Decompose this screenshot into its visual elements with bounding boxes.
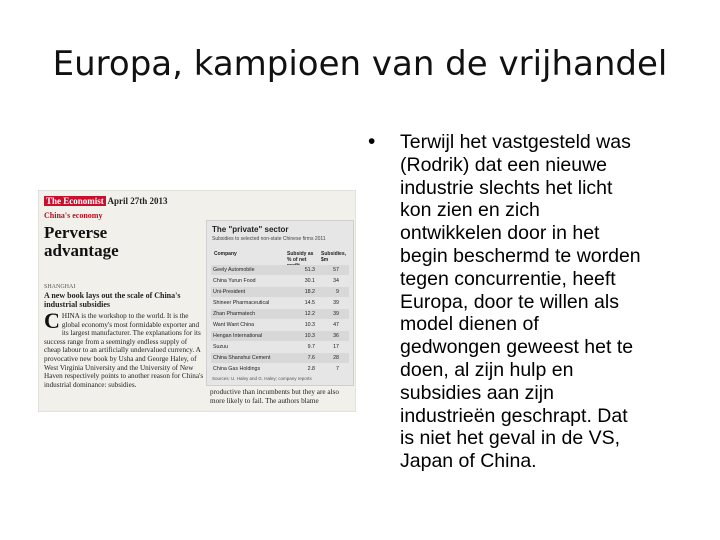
table-row: [211, 353, 349, 363]
bullet-line: kon zien en zich: [400, 199, 540, 222]
bullet-point: •: [368, 130, 376, 153]
newspaper-clipping-image: [38, 190, 356, 412]
table-cell-company: Suzuu: [213, 344, 229, 350]
table-cell-subsidies-usd: 28: [333, 355, 339, 361]
table-row: [211, 342, 349, 352]
table-cell-subsidies-usd: 7: [336, 366, 339, 372]
table-cell-subsidy-pct: 12.2: [304, 311, 315, 317]
bullet-line: gedwongen geweest het te: [400, 336, 634, 359]
table-cell-subsidies-usd: 47: [333, 322, 339, 328]
bullet-line: is niet het geval in de VS,: [400, 427, 621, 450]
table-cell-company: Geely Automobile: [213, 267, 255, 273]
table-cell-subsidy-pct: 2.8: [307, 366, 315, 372]
headline-line-1: Perverse: [44, 223, 108, 242]
clipping-byline: SHANGHAI: [44, 284, 76, 290]
table-cell-subsidies-usd: 9: [336, 289, 339, 295]
dropcap: C: [44, 308, 60, 333]
bullet-line: industrieën geschrapt. Dat: [400, 404, 628, 427]
table-row: [211, 309, 349, 319]
clipping-section: China's economy: [44, 211, 103, 220]
bullet-line: Japan of China.: [400, 450, 537, 473]
bullet-line: industrie slechts het licht: [400, 176, 613, 199]
table-row: [211, 287, 349, 297]
table-cell-company: Uni-President: [213, 289, 246, 295]
clipping-standfirst: A new book lays out the scale of China's industrial subsidies: [44, 291, 181, 309]
table-cell-subsidy-pct: 30.1: [304, 278, 315, 284]
table-cell-subsidy-pct: 14.5: [304, 300, 315, 306]
table-cell-company: China Gas Holdings: [213, 366, 261, 372]
publication-date: April 27th 2013: [107, 196, 168, 206]
table-cell-subsidies-usd: 39: [333, 300, 339, 306]
subsidy-table: [206, 220, 354, 386]
table-source: Sources: U. Haley and G. Haley; company reports: [212, 376, 312, 381]
table-cell-subsidies-usd: 36: [333, 333, 339, 339]
table-cell-subsidies-usd: 17: [333, 344, 339, 350]
table-cell-subsidy-pct: 9.7: [307, 344, 315, 350]
table-cell-subsidies-usd: 34: [333, 278, 339, 284]
bullet-line: tegen concurrentie, heeft: [400, 267, 616, 290]
clipping-body: [44, 308, 204, 389]
bullet-line: begin beschermd te worden: [400, 244, 641, 267]
table-row: [211, 298, 349, 308]
table-cell-subsidy-pct: 10.3: [304, 322, 315, 328]
table-row: [211, 331, 349, 341]
slide-title: Europa, kampioen van de vrijhandel: [52, 44, 668, 84]
publication-name: The Economist: [46, 196, 104, 206]
table-cell-company: China Yurun Food: [213, 278, 256, 284]
table-cell-subsidies-usd: 39: [333, 311, 339, 317]
bullet-line: Europa, door te willen als: [400, 290, 619, 313]
bullet-line: (Rodrik) dat een nieuwe: [400, 153, 608, 176]
bullet-text: [400, 131, 711, 473]
table-row: [211, 320, 349, 330]
table-title: The "private" sector: [212, 225, 289, 234]
bullet-line: subsidies aan zijn: [400, 381, 554, 404]
table-cell-subsidy-pct: 18.2: [304, 289, 315, 295]
table-cell-company: Hengan International: [213, 333, 263, 339]
col-header-subsidies-usd: Subsidies, $m: [321, 251, 347, 263]
table-row: [211, 276, 349, 286]
clipping-body-col2: productive than incumbents but they are also more likely to fail. The authors blame: [210, 388, 339, 405]
col-header-company: Company: [214, 251, 237, 257]
table-cell-company: Shineer Pharmaceutical: [213, 300, 270, 306]
col-header-subsidy-pct: Subsidy as % of net: [287, 251, 314, 263]
table-cell-company: Zhan Pharmatech: [213, 311, 256, 317]
table-row: [211, 265, 349, 275]
bullet-line: Terwijl het vastgesteld was: [400, 131, 631, 153]
table-cell-subsidy-pct: 10.3: [304, 333, 315, 339]
bullet-line: ontwikkelen door in het: [400, 222, 600, 245]
bullet-line: doen, al zijn hulp en: [400, 358, 574, 381]
bullet-line: model dienen of: [400, 313, 539, 336]
body-text: HINA is the workshop to the world. It is the global economy's most formidable exporter and its largest manufacturer. The explanations for its success range from a seemingly endless supply of cheap labour to an artificially undervalued currency. A provocative new book by Usha and George Haley, of West Virginia University and the University of New Haven respectively points to another reason for China's industrial dominance: subsidies.: [44, 312, 204, 389]
table-cell-subsidies-usd: 57: [333, 267, 339, 273]
headline-line-2: advantage: [44, 241, 119, 260]
table-cell-subsidy-pct: 51.3: [304, 267, 315, 273]
table-subtitle: Subsidies to selected non-state Chinese firms 2011: [212, 236, 326, 242]
clipping-headline: [44, 224, 119, 260]
table-cell-company: China Shanshui Cement: [213, 355, 271, 361]
table-row: [211, 364, 349, 374]
clipping-masthead: [44, 196, 168, 206]
table-cell-company: Want Want China: [213, 322, 255, 328]
table-cell-subsidy-pct: 7.6: [307, 355, 315, 361]
